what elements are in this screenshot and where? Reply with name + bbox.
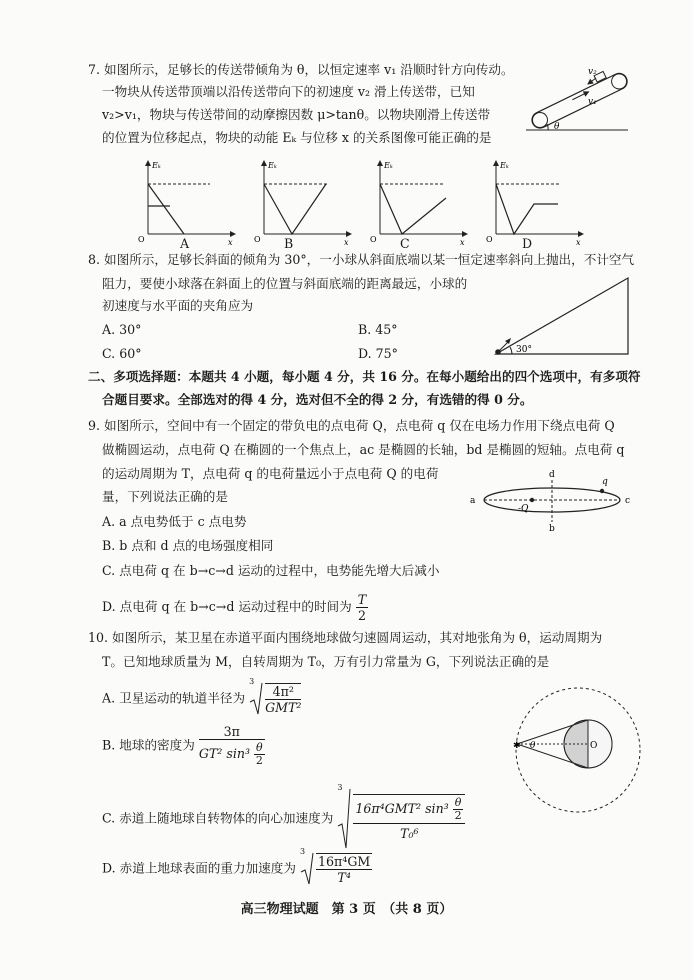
q10-option-a-text: A. 卫星运动的轨道半径为 <box>102 690 246 706</box>
q9-line-4: 量，下列说法正确的是 <box>102 489 228 504</box>
q9-line-1: 9. 如图所示，空间中有一个固定的带负电的点电荷 Q，点电荷 q 仅在电场力作用下绕点电荷 Q <box>88 418 615 433</box>
q8-line-2: 阻力，要使小球落在斜面上的位置与斜面底端的距离最远，小球的 <box>102 276 468 291</box>
origin-label: O <box>370 235 377 244</box>
cube-root-a <box>249 677 302 716</box>
satellite-orbit-figure <box>508 680 648 820</box>
theta-label: θ <box>554 122 560 132</box>
fraction-denominator <box>199 740 265 768</box>
q9-option-a: A. a 点电势低于 c 点电势 <box>102 514 247 529</box>
q9-line-3: 的运动周期为 T，点电荷 q 的电荷量远小于点电荷 Q 的电荷 <box>102 466 439 481</box>
ek-axis-label: Eₖ <box>384 161 393 170</box>
x-axis-label: x <box>576 238 581 247</box>
cube-root-c <box>337 783 465 850</box>
v1-label: v₁ <box>588 97 597 107</box>
q8-option-b: B. 45° <box>358 322 398 337</box>
satellite-icon: ✱ <box>513 741 521 751</box>
graph-a-label: A <box>180 236 190 251</box>
q8-option-a: A. 30° <box>102 322 142 337</box>
theta: θ <box>454 796 462 809</box>
density-fraction <box>199 724 265 768</box>
origin-label: O <box>138 235 145 244</box>
ellipse-orbit-figure <box>468 466 634 534</box>
ek-axis-label: Eₖ <box>268 161 277 170</box>
fraction-denominator: 2 <box>357 608 366 623</box>
q10-option-d <box>102 847 372 886</box>
ek-axis-label: Eₖ <box>500 161 509 170</box>
graph-option-a <box>130 158 238 248</box>
point-a-label: a <box>470 496 476 506</box>
half-theta-fraction <box>453 797 464 822</box>
point-b-label: b <box>549 524 555 534</box>
ek-axis-label: Eₖ <box>152 161 161 170</box>
angle-theta-label: θ <box>530 741 536 751</box>
graph-option-d <box>478 158 586 248</box>
fraction-numerator: 4π² <box>265 684 301 700</box>
point-c-label: c <box>625 496 631 506</box>
graph-option-b <box>246 158 354 248</box>
half-theta-fraction <box>254 742 265 767</box>
fraction-denominator: GMT² <box>265 700 302 715</box>
root-index: 3 <box>337 783 343 792</box>
q9-option-b: B. b 点和 d 点的电场强度相同 <box>102 538 274 553</box>
section-2-line-2: 合题目要求。全部选对的得 4 分，选对但不全的得 2 分，有选错的得 0 分。 <box>102 392 533 407</box>
x-axis-label: x <box>344 238 349 247</box>
q8-option-c: C. 60° <box>102 346 142 361</box>
q10-line-2: T。已知地球质量为 M，自转周期为 T₀，万有引力常量为 G，下列说法正确的是 <box>102 654 550 669</box>
q8-line-1: 8. 如图所示，足够长斜面的倾角为 30°，一小球从斜面底端以某一恒定速率斜向上抛出，不计空气 <box>88 252 635 267</box>
q7-line-2: 一物块从传送带顶端以沿传送带向下的初速度 v₂ 滑上传送带，已知 <box>102 84 475 99</box>
fraction-numerator: T <box>357 592 367 607</box>
charge-Q-label: -Q <box>518 504 529 514</box>
q9-option-d-text: D. 点电荷 q 在 b→c→d 运动过程中的时间为 <box>102 599 352 614</box>
two: 2 <box>255 754 263 767</box>
charge-q-label: q <box>602 477 608 487</box>
q8-line-3: 初速度与水平面的夹角应为 <box>102 298 254 313</box>
page-footer: 高三物理试题 第 3 页 （共 8 页） <box>240 902 453 917</box>
x-axis-label: x <box>228 238 233 247</box>
earth-center-label: O <box>590 741 598 751</box>
root-fraction <box>316 853 372 885</box>
q7-line-1: 7. 如图所示，足够长的传送带倾角为 θ，以恒定速率 v₁ 沿顺时针方向传动。 <box>88 62 514 77</box>
conveyor-belt-figure <box>518 58 636 138</box>
theta: θ <box>256 741 263 754</box>
root-index: 3 <box>299 847 306 856</box>
q10-option-c-text: C. 赤道上随地球自转物体的向心加速度为 <box>102 810 334 826</box>
graph-d-label: D <box>522 236 533 251</box>
root-index: 3 <box>249 677 255 686</box>
q9-line-2: 做椭圆运动，点电荷 Q 在椭圆的一个焦点上，ac 是椭圆的长轴，bd 是椭圆的短轴。点电荷 q <box>102 442 625 457</box>
x-axis-label: x <box>460 238 465 247</box>
graph-b-label: B <box>284 236 294 251</box>
root-fraction <box>353 794 465 844</box>
fraction-numerator: 3π <box>199 724 265 740</box>
v2-label: v₂ <box>588 67 597 77</box>
den-prefix: GT² sin³ <box>198 746 251 761</box>
q10-option-b <box>102 724 265 768</box>
q7-line-4: 的位置为位移起点，物块的动能 Eₖ 与位移 x 的关系图像可能正确的是 <box>102 130 492 145</box>
q10-option-b-text: B. 地球的密度为 <box>102 737 195 753</box>
fraction-numerator: 16π⁴GM <box>318 854 371 869</box>
radical-sign <box>300 852 314 886</box>
origin-label: O <box>486 235 493 244</box>
fraction-numerator <box>353 795 465 824</box>
q10-option-d-text: D. 赤道上地球表面的重力加速度为 <box>102 860 296 876</box>
section-2-line-1: 二、多项选择题：本题共 4 小题，每小题 4 分，共 16 分。在每小题给出的四个选项中，有多项符 <box>88 369 641 384</box>
radical-sign <box>249 682 263 716</box>
q7-line-3: v₂>v₁，物块与传送带间的动摩擦因数 μ>tanθ。以物块刚滑上传送带 <box>102 107 491 122</box>
incline-angle-label: 30° <box>516 345 532 355</box>
q9-option-d-fraction <box>356 592 368 623</box>
graph-c-label: C <box>400 236 410 251</box>
incline-figure <box>486 272 636 362</box>
cube-root-d <box>299 847 372 886</box>
fraction-denominator: T⁴ <box>337 870 351 885</box>
point-d-label: d <box>549 470 555 480</box>
two: 2 <box>454 809 462 822</box>
fraction-denominator: T₀⁶ <box>400 826 419 841</box>
root-fraction <box>265 683 301 715</box>
num-prefix: 16π⁴GMT² sin³ <box>355 801 449 816</box>
q10-option-a <box>102 677 302 716</box>
graph-option-c <box>362 158 470 248</box>
origin-label: O <box>254 235 261 244</box>
q10-option-c <box>102 783 465 850</box>
q9-option-d <box>102 592 368 623</box>
radical-sign <box>337 788 351 850</box>
q8-option-d: D. 75° <box>358 346 398 361</box>
q9-option-c: C. 点电荷 q 在 b→c→d 运动的过程中，电势能先增大后减小 <box>102 563 440 578</box>
q10-line-1: 10. 如图所示，某卫星在赤道平面内围绕地球做匀速圆周运动，其对地张角为 θ，运动周期为 <box>88 630 603 645</box>
